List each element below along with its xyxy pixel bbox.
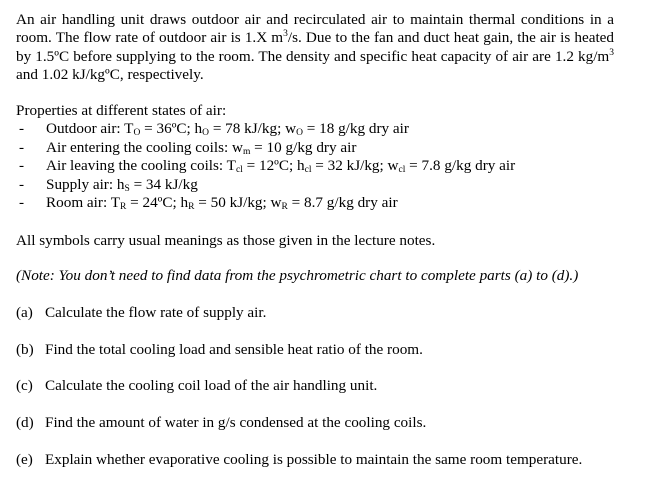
question-a <box>16 304 614 322</box>
properties-list <box>16 120 614 213</box>
room-h-val: = 50 kJ/kg; w <box>194 194 282 212</box>
intro-text-3: and 1.02 kJ/kgºC, respectively. <box>16 66 204 84</box>
question-label: (a) <box>16 303 33 321</box>
property-leaving-air <box>16 157 614 176</box>
problem-statement <box>16 11 614 85</box>
property-outdoor-air <box>16 120 614 139</box>
intro-sup-1: 3 <box>283 29 288 40</box>
question-e <box>16 451 614 469</box>
room-label: Room air: T <box>46 194 120 212</box>
outdoor-t-val: = 36ºC; h <box>140 120 203 138</box>
italic-note: (Note: You don’t need to find data from the psychrometric chart to complete parts (a) to (d).) <box>16 267 579 285</box>
question-label: (d) <box>16 414 34 432</box>
outdoor-h-val: = 78 kJ/kg; w <box>209 120 297 138</box>
room-t-val: = 24ºC; h <box>126 194 189 212</box>
property-entering-air <box>16 139 614 158</box>
supply-label: Supply air: h <box>46 175 125 193</box>
question-text: Explain whether evaporative cooling is possible to maintain the same room temperature. <box>45 451 583 468</box>
leaving-w-val: = 7.8 g/kg dry air <box>405 157 516 175</box>
list-dash: - <box>19 120 25 138</box>
intro-text-2: /s. Due to the fan and duct heat gain, the air is heated by 1.5ºC before supplying to the room. The density and specific heat capacity of air are 1.2 kg/m <box>16 29 614 65</box>
question-text: Calculate the cooling coil load of the air handling unit. <box>45 377 378 395</box>
question-label: (e) <box>16 451 33 468</box>
room-w-val: = 8.7 g/kg dry air <box>287 194 398 212</box>
intro-text-1: An air handling unit draws outdoor air and recirculated air to maintain thermal conditions in a room. The flow rate of outdoor air is 1.X m <box>16 11 614 47</box>
room-t-sub: R <box>119 202 127 213</box>
question-label: (b) <box>16 340 34 358</box>
supply-h-sub: S <box>124 183 130 194</box>
leaving-w-sub: cl <box>398 165 406 176</box>
property-room-air <box>16 194 614 213</box>
entering-w-val: = 10 g/kg dry air <box>250 138 357 156</box>
outdoor-w-val: = 18 g/kg dry air <box>302 120 409 138</box>
leaving-h-val: = 32 kJ/kg; w <box>311 157 399 175</box>
question-text: Find the total cooling load and sensible heat ratio of the room. <box>45 340 423 358</box>
entering-label: Air entering the cooling coils: w <box>46 138 243 156</box>
list-dash: - <box>19 175 25 193</box>
properties-title: Properties at different states of air: <box>16 101 227 119</box>
question-d <box>16 414 614 432</box>
outdoor-w-sub: O <box>296 128 303 139</box>
room-w-sub: R <box>281 202 288 213</box>
outdoor-h-sub: O <box>202 128 210 139</box>
supply-h-val: = 34 kJ/kg <box>129 175 198 193</box>
leaving-label: Air leaving the cooling coils: T <box>46 157 236 175</box>
room-h-sub: R <box>188 202 195 213</box>
leaving-t-val: = 12ºC; h <box>242 157 305 175</box>
question-text: Find the amount of water in g/s condensed at the cooling coils. <box>45 414 427 432</box>
symbols-note: All symbols carry usual meanings as those given in the lecture notes. <box>16 232 436 249</box>
question-c <box>16 377 614 395</box>
list-dash: - <box>19 194 25 212</box>
question-text: Calculate the flow rate of supply air. <box>45 303 267 321</box>
outdoor-label: Outdoor air: T <box>46 120 134 138</box>
question-label: (c) <box>16 377 33 395</box>
document-page <box>16 11 614 469</box>
property-supply-air <box>16 176 614 195</box>
leaving-h-sub: cl <box>304 165 312 176</box>
intro-sup-2: 3 <box>609 47 614 58</box>
outdoor-t-sub: O <box>133 128 141 139</box>
list-dash: - <box>19 138 25 156</box>
list-dash: - <box>19 157 25 175</box>
entering-w-sub: m <box>242 146 251 157</box>
question-b <box>16 341 614 359</box>
leaving-t-sub: cl <box>235 165 243 176</box>
